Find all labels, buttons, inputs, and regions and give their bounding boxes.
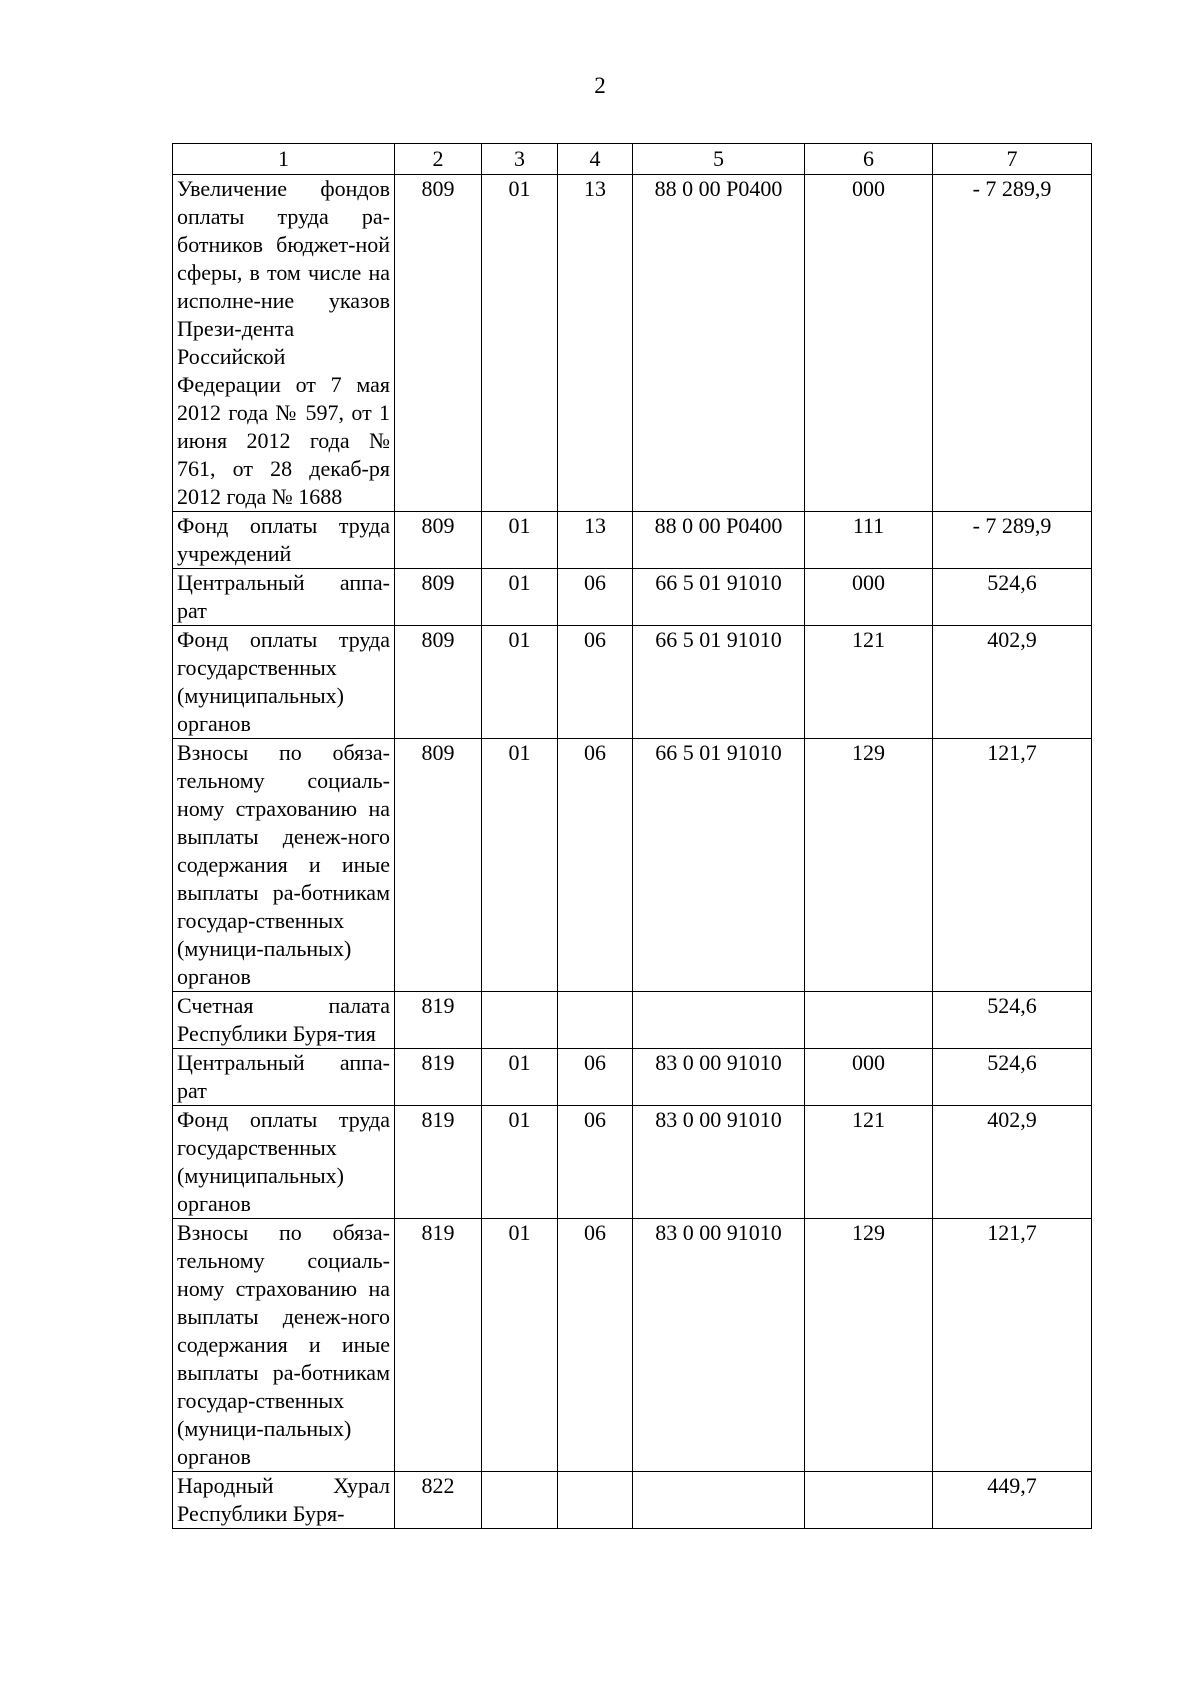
table-row <box>173 992 1092 1049</box>
row-name-cell: Взносы по обяза-тельному социаль-ному страхованию на выплаты денеж-ного содержания и иные выплаты ра-ботникам государ-ственных (муници-пальных) органов <box>173 739 395 992</box>
row-name-cell: Счетная палата Республики Буря-тия <box>173 992 395 1049</box>
cell-col-3 <box>482 992 558 1049</box>
cell-col-5: 66 5 01 91010 <box>633 739 805 992</box>
cell-col-3: 01 <box>482 1219 558 1472</box>
table-row <box>173 1106 1092 1219</box>
cell-col-5: 83 0 00 91010 <box>633 1049 805 1106</box>
cell-col-4: 06 <box>558 739 633 992</box>
cell-col-7: 449,7 <box>933 1472 1092 1529</box>
cell-col-2: 809 <box>395 175 482 512</box>
cell-col-6 <box>805 992 933 1049</box>
cell-col-7: 402,9 <box>933 1106 1092 1219</box>
cell-col-4 <box>558 992 633 1049</box>
cell-col-2: 809 <box>395 739 482 992</box>
cell-col-2: 809 <box>395 626 482 739</box>
row-name-cell: Фонд оплаты труда государственных (муниципальных) органов <box>173 1106 395 1219</box>
cell-col-6: 000 <box>805 569 933 626</box>
cell-col-6: 000 <box>805 175 933 512</box>
cell-col-3: 01 <box>482 512 558 569</box>
cell-col-2: 809 <box>395 512 482 569</box>
column-header: 3 <box>482 144 558 175</box>
table-row <box>173 626 1092 739</box>
cell-col-5: 83 0 00 91010 <box>633 1106 805 1219</box>
row-name-cell: Народный Хурал Республики Буря- <box>173 1472 395 1529</box>
cell-col-6 <box>805 1472 933 1529</box>
cell-col-4: 06 <box>558 1049 633 1106</box>
cell-col-3: 01 <box>482 1049 558 1106</box>
column-header: 5 <box>633 144 805 175</box>
column-header: 6 <box>805 144 933 175</box>
row-name-cell: Центральный аппа-рат <box>173 569 395 626</box>
cell-col-7: - 7 289,9 <box>933 512 1092 569</box>
row-name-cell: Фонд оплаты труда государственных (муниципальных) органов <box>173 626 395 739</box>
cell-col-7: - 7 289,9 <box>933 175 1092 512</box>
column-header: 2 <box>395 144 482 175</box>
cell-col-2: 822 <box>395 1472 482 1529</box>
column-header: 1 <box>173 144 395 175</box>
cell-col-2: 819 <box>395 992 482 1049</box>
cell-col-5: 66 5 01 91010 <box>633 626 805 739</box>
cell-col-4 <box>558 1472 633 1529</box>
budget-table <box>172 143 1092 1529</box>
column-header: 4 <box>558 144 633 175</box>
cell-col-5 <box>633 1472 805 1529</box>
row-name-cell: Центральный аппа-рат <box>173 1049 395 1106</box>
table-row <box>173 1472 1092 1529</box>
table-header-row <box>173 144 1092 175</box>
cell-col-4: 06 <box>558 1106 633 1219</box>
cell-col-5: 88 0 00 Р0400 <box>633 175 805 512</box>
table-row <box>173 739 1092 992</box>
table-row <box>173 569 1092 626</box>
row-name-cell: Увеличение фондов оплаты труда ра-ботников бюджет-ной сферы, в том числе на исполне-ние указов Прези-дента Российской Федерации от 7 мая 2012 года № 597, от 1 июня 2012 года № 761, от 28 декаб-ря 2012 года № 1688 <box>173 175 395 512</box>
cell-col-6: 121 <box>805 1106 933 1219</box>
column-header: 7 <box>933 144 1092 175</box>
row-name-cell: Взносы по обяза-тельному социаль-ному страхованию на выплаты денеж-ного содержания и иные выплаты ра-ботникам государ-ственных (муници-пальных) органов <box>173 1219 395 1472</box>
cell-col-2: 819 <box>395 1219 482 1472</box>
cell-col-3: 01 <box>482 175 558 512</box>
page-number: 2 <box>594 73 606 98</box>
cell-col-3: 01 <box>482 569 558 626</box>
cell-col-5 <box>633 992 805 1049</box>
cell-col-7: 402,9 <box>933 626 1092 739</box>
table-row <box>173 175 1092 512</box>
cell-col-3: 01 <box>482 626 558 739</box>
cell-col-6: 129 <box>805 739 933 992</box>
cell-col-2: 809 <box>395 569 482 626</box>
cell-col-7: 524,6 <box>933 992 1092 1049</box>
cell-col-5: 83 0 00 91010 <box>633 1219 805 1472</box>
cell-col-3: 01 <box>482 1106 558 1219</box>
cell-col-4: 13 <box>558 512 633 569</box>
row-name-cell: Фонд оплаты труда учреждений <box>173 512 395 569</box>
table-row <box>173 512 1092 569</box>
table-row <box>173 1219 1092 1472</box>
cell-col-3 <box>482 1472 558 1529</box>
cell-col-6: 129 <box>805 1219 933 1472</box>
cell-col-2: 819 <box>395 1106 482 1219</box>
cell-col-4: 13 <box>558 175 633 512</box>
cell-col-3: 01 <box>482 739 558 992</box>
cell-col-4: 06 <box>558 1219 633 1472</box>
cell-col-6: 121 <box>805 626 933 739</box>
cell-col-4: 06 <box>558 626 633 739</box>
cell-col-5: 66 5 01 91010 <box>633 569 805 626</box>
cell-col-7: 121,7 <box>933 1219 1092 1472</box>
cell-col-2: 819 <box>395 1049 482 1106</box>
cell-col-4: 06 <box>558 569 633 626</box>
cell-col-5: 88 0 00 Р0400 <box>633 512 805 569</box>
cell-col-6: 111 <box>805 512 933 569</box>
cell-col-7: 524,6 <box>933 1049 1092 1106</box>
cell-col-7: 524,6 <box>933 569 1092 626</box>
cell-col-6: 000 <box>805 1049 933 1106</box>
table-row <box>173 1049 1092 1106</box>
cell-col-7: 121,7 <box>933 739 1092 992</box>
